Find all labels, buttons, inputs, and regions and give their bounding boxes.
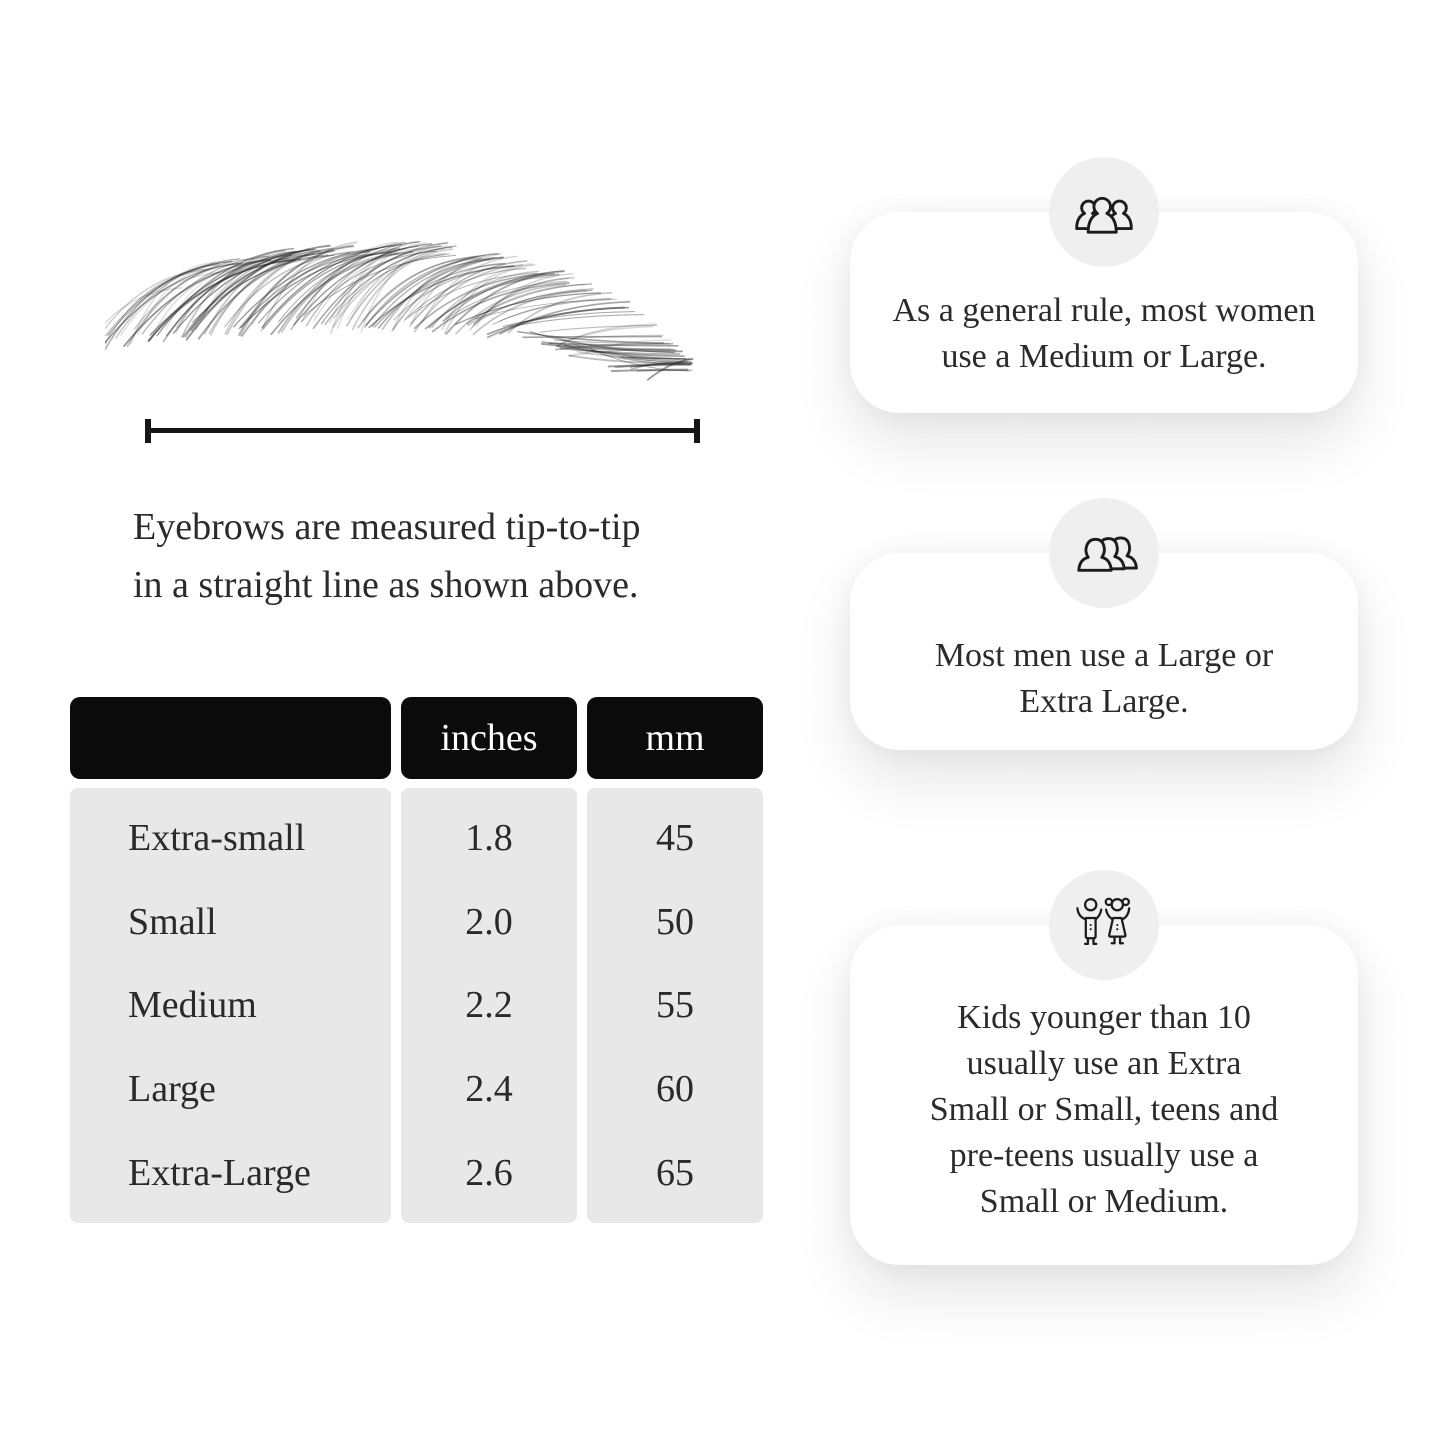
card-text: Kids younger than 10 usually use an Extra Small or Small, teens and pre-teens usually use a Small or Medium. — [929, 999, 1279, 1220]
row-mm-value: 50 — [656, 900, 694, 943]
eyebrow-drawing — [105, 225, 705, 395]
table-row — [70, 796, 763, 880]
row-size-label: Extra-small — [128, 816, 306, 859]
card-text: Most men use a Large or Extra Large. — [934, 636, 1274, 720]
table-rows — [70, 790, 763, 1221]
info-card-men — [850, 553, 1358, 750]
row-mm-value: 45 — [656, 816, 694, 859]
measurement-line — [145, 419, 700, 443]
table-row — [70, 1131, 763, 1215]
table-header-size — [70, 697, 391, 779]
table-row — [70, 880, 763, 964]
table-row — [70, 964, 763, 1048]
row-inches-value: 2.2 — [465, 984, 513, 1027]
row-mm-value: 55 — [656, 984, 694, 1027]
info-card-kids — [850, 925, 1358, 1265]
table-header-inches-label: inches — [440, 717, 538, 759]
row-size-label: Medium — [128, 984, 257, 1027]
row-mm-value: 60 — [656, 1068, 694, 1111]
table-header-mm — [587, 697, 763, 779]
row-inches-value: 2.0 — [465, 900, 513, 943]
table-header-mm-label: mm — [645, 717, 705, 759]
row-inches-value: 1.8 — [465, 816, 513, 859]
card-text: As a general rule, most women use a Medium or Large. — [892, 291, 1316, 375]
measurement-line-bar — [151, 428, 694, 433]
table-header-inches — [401, 697, 577, 779]
row-mm-value: 65 — [656, 1152, 694, 1195]
eyebrow-illustration — [105, 225, 705, 395]
info-card-women — [850, 212, 1358, 413]
table-row — [70, 1047, 763, 1131]
row-size-label: Extra-Large — [128, 1152, 311, 1195]
measurement-caption: Eyebrows are measured tip-to-tip in a straight line as shown above. — [133, 506, 641, 606]
row-inches-value: 2.4 — [465, 1068, 513, 1111]
row-size-label: Small — [128, 900, 217, 943]
row-size-label: Large — [128, 1068, 216, 1111]
row-inches-value: 2.6 — [465, 1152, 513, 1195]
